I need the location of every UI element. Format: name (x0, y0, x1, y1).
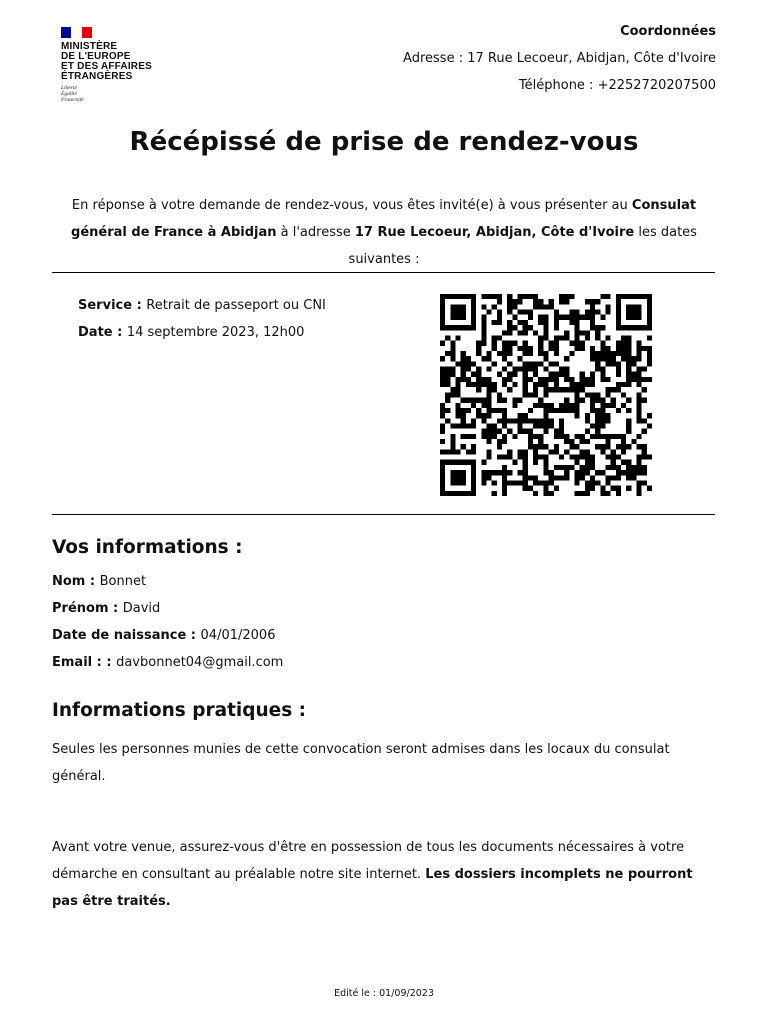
date-row (78, 319, 326, 346)
phone-value: +2252720207500 (597, 78, 716, 93)
contact-phone (403, 72, 716, 99)
intro-paragraph (52, 192, 716, 273)
intro-text-3: les dates suivantes : (348, 225, 697, 267)
intro-text-1: En réponse à votre demande de rendez-vous, vous êtes invité(e) à vous présenter au (71, 198, 632, 213)
info-row-name (52, 568, 283, 595)
your-info-list (52, 568, 283, 676)
practical-paragraph-1: Seules les personnes munies de cette convocation seront admises dans les locaux du consulat général. (52, 742, 670, 784)
practical-text: Avant votre venue, assurez-vous d'être en possession de tous les documents nécessaires à votre démarche en consultant au préalable notre site internet. (52, 840, 685, 882)
info-label: Email : : (52, 655, 117, 670)
info-row-email (52, 649, 283, 676)
phone-label: Téléphone : (518, 78, 598, 93)
divider-bottom (52, 514, 715, 515)
info-row-firstname (52, 595, 283, 622)
date-label: Date : (78, 325, 127, 340)
qr-finder-pattern (440, 460, 476, 496)
contact-address (403, 45, 716, 72)
info-value: Bonnet (99, 574, 147, 589)
republic-motto: Liberté Égalité Fraternité (61, 85, 84, 103)
info-value: 04/01/2006 (200, 628, 276, 643)
info-label: Date de naissance : (52, 628, 201, 643)
address-label: Adresse : (403, 51, 468, 66)
practical-info-heading: Informations pratiques : (52, 700, 307, 721)
intro-address: 17 Rue Lecoeur, Abidjan, Côte d'Ivoire (354, 225, 635, 240)
qr-code (440, 294, 652, 496)
intro-text-2: à l'adresse (276, 225, 355, 240)
info-value: David (122, 601, 161, 616)
practical-paragraph-2 (52, 834, 707, 915)
page-title: Récépissé de prise de rendez-vous (129, 127, 639, 157)
french-flag-icon (61, 27, 92, 38)
info-value: davbonnet04@gmail.com (116, 655, 284, 670)
edit-date-footer: Edité le : 01/09/2023 (334, 988, 434, 999)
date-value: 14 septembre 2023, 12h00 (126, 325, 305, 340)
intro-consulate: Consulat général de France à Abidjan (71, 198, 697, 240)
ministry-logo (61, 27, 171, 103)
service-value: Retrait de passeport ou CNI (146, 298, 326, 313)
info-label: Nom : (52, 574, 100, 589)
contact-heading: Coordonnées (620, 24, 716, 39)
info-label: Prénom : (52, 601, 123, 616)
practical-warning: Les dossiers incomplets ne pourront pas être traités. (52, 867, 693, 909)
appointment-details (78, 292, 326, 346)
qr-finder-pattern (440, 294, 476, 330)
address-value: 17 Rue Lecoeur, Abidjan, Côte d'Ivoire (467, 51, 716, 66)
service-label: Service : (78, 298, 147, 313)
info-row-birthdate (52, 622, 283, 649)
qr-finder-pattern (616, 294, 652, 330)
contact-block (403, 18, 716, 99)
service-row (78, 292, 326, 319)
divider-top (52, 272, 715, 273)
ministry-name: MINISTÈRE DE L'EUROPE ET DES AFFAIRES ÉTRANGÈRES (61, 41, 152, 82)
your-info-heading: Vos informations : (52, 537, 243, 558)
